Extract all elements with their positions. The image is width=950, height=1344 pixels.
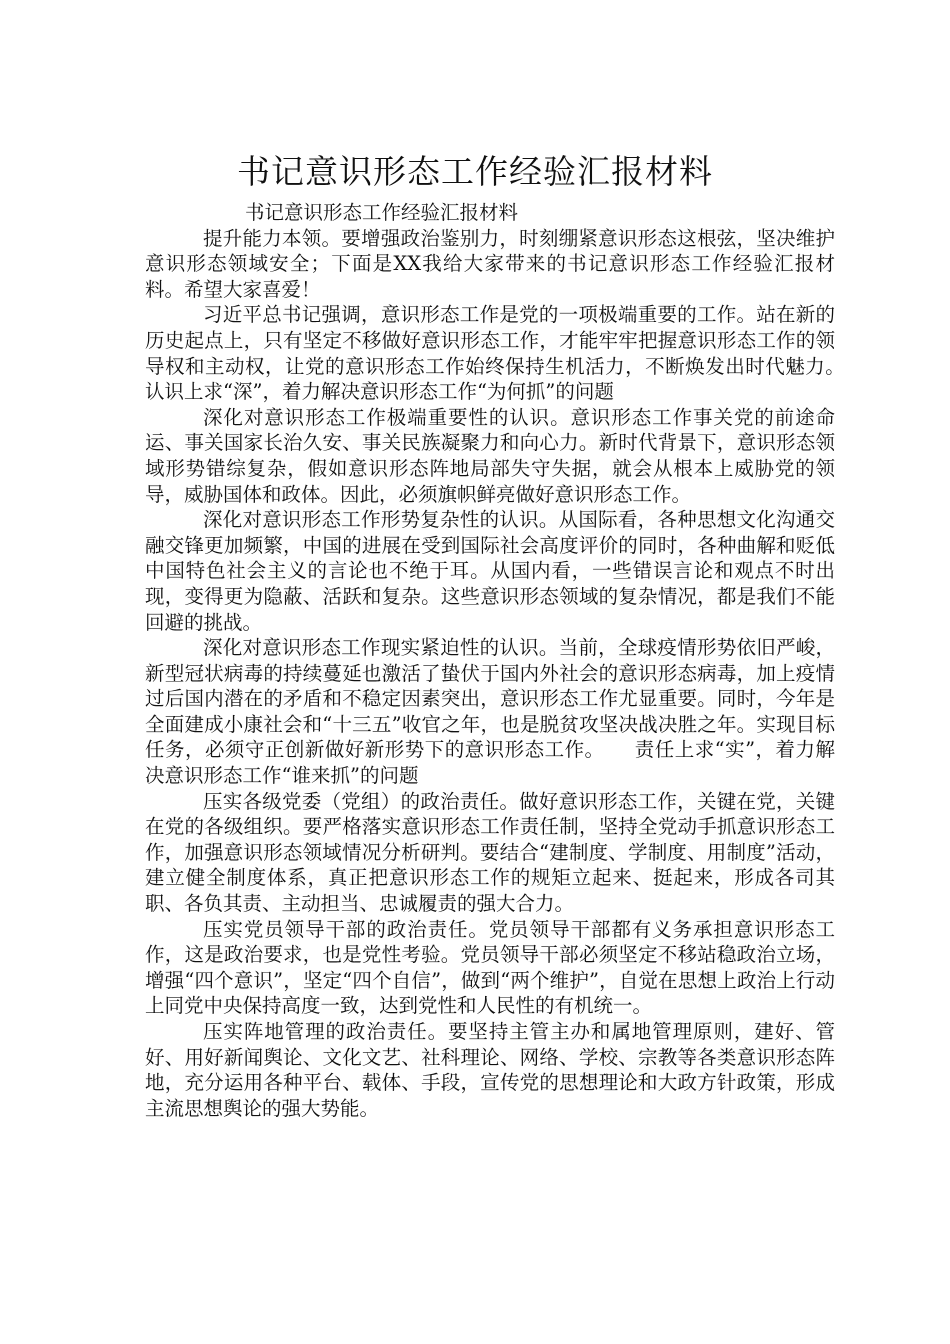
paragraph: 深化对意识形态工作极端重要性的认识。意识形态工作事关党的前途命运、事关国家长治久安、事关民族凝聚力和向心力。新时代背景下，意识形态领域形势错综复杂，假如意识形态阵地局部失守失据，就会从根本上威胁党的领导，威胁国体和政体。因此，必须旗帜鲜亮做好意识形态工作。 (145, 405, 835, 506)
paragraph: 深化对意识形态工作形势复杂性的认识。从国际看，各种思想文化沟通交融交锋更加频繁，中国的进展在受到国际社会高度评价的同时，各种曲解和贬低中国特色社会主义的言论也不绝于耳。从国内看，一些错误言论和观点不时出现，变得更为隐蔽、活跃和复杂。这些意识形态领域的复杂情况，都是我们不能回避的挑战。 (145, 508, 835, 634)
paragraph: 压实阵地管理的政治责任。要坚持主管主办和属地管理原则，建好、管好、用好新闻舆论、文化文艺、社科理论、网络、学校、宗教等各类意识形态阵地，充分运用各种平台、载体、手段，宣传党的思想理论和大政方针政策，形成主流思想舆论的强大势能。 (145, 1020, 835, 1120)
paragraph: 压实党员领导干部的政治责任。党员领导干部都有义务承担意识形态工作，这是政治要求，也是党性考验。党员领导干部必须坚定不移站稳政治立场，增强“四个意识”，坚定“四个自信”，做到“两个维护”，自觉在思想上政治上行动上同党中央保持高度一致，达到党性和人民性的有机统一。 (145, 917, 835, 1018)
paragraph: 提升能力本领。要增强政治鉴别力，时刻绷紧意识形态这根弦，坚决维护意识形态领域安全；下面是XX我给大家带来的书记意识形态工作经验汇报材料。希望大家喜爱！ (145, 226, 835, 301)
paragraph: 习近平总书记强调，意识形态工作是党的一项极端重要的工作。站在新的历史起点上，只有坚定不移做好意识形态工作，才能牢牢把握意识形态工作的领导权和主动权，让党的意识形态工作始终保持生机活力，不断焕发出时代魅力。 认识上求“深”，着力解决意识形态工作“为何抓”的问题 (145, 303, 875, 404)
paragraph: 深化对意识形态工作现实紧迫性的认识。当前，全球疫情形势依旧严峻，新型冠状病毒的持续蔓延也激活了蛰伏于国内外社会的意识形态病毒，加上疫情过后国内潜在的矛盾和不稳定因素突出，意识形态工作尤显重要。同时，今年是全面建成小康社会和“十三五”收官之年，也是脱贫攻坚决战决胜之年。实现目标任务，必须守正创新做好新形势下的意识形态工作。 责任上求“实”，着力解决意识形态工作“谁来抓”的问题 (145, 636, 835, 788)
document-title: 书记意识形态工作经验汇报材料 (237, 152, 713, 192)
document-subtitle: 书记意识形态工作经验汇报材料 (245, 201, 519, 224)
document-body (145, 200, 875, 1121)
paragraph: 压实各级党委（党组）的政治责任。做好意识形态工作，关键在党，关键在党的各级组织。要严格落实意识形态工作责任制，坚持全党动手抓意识形态工作，加强意识形态领域情况分析研判。要结合“建制度、学制度、用制度”活动，建立健全制度体系，真正把意识形态工作的规矩立起来、挺起来，形成各司其职、各负其责、主动担当、忠诚履责的强大合力。 (145, 789, 835, 916)
